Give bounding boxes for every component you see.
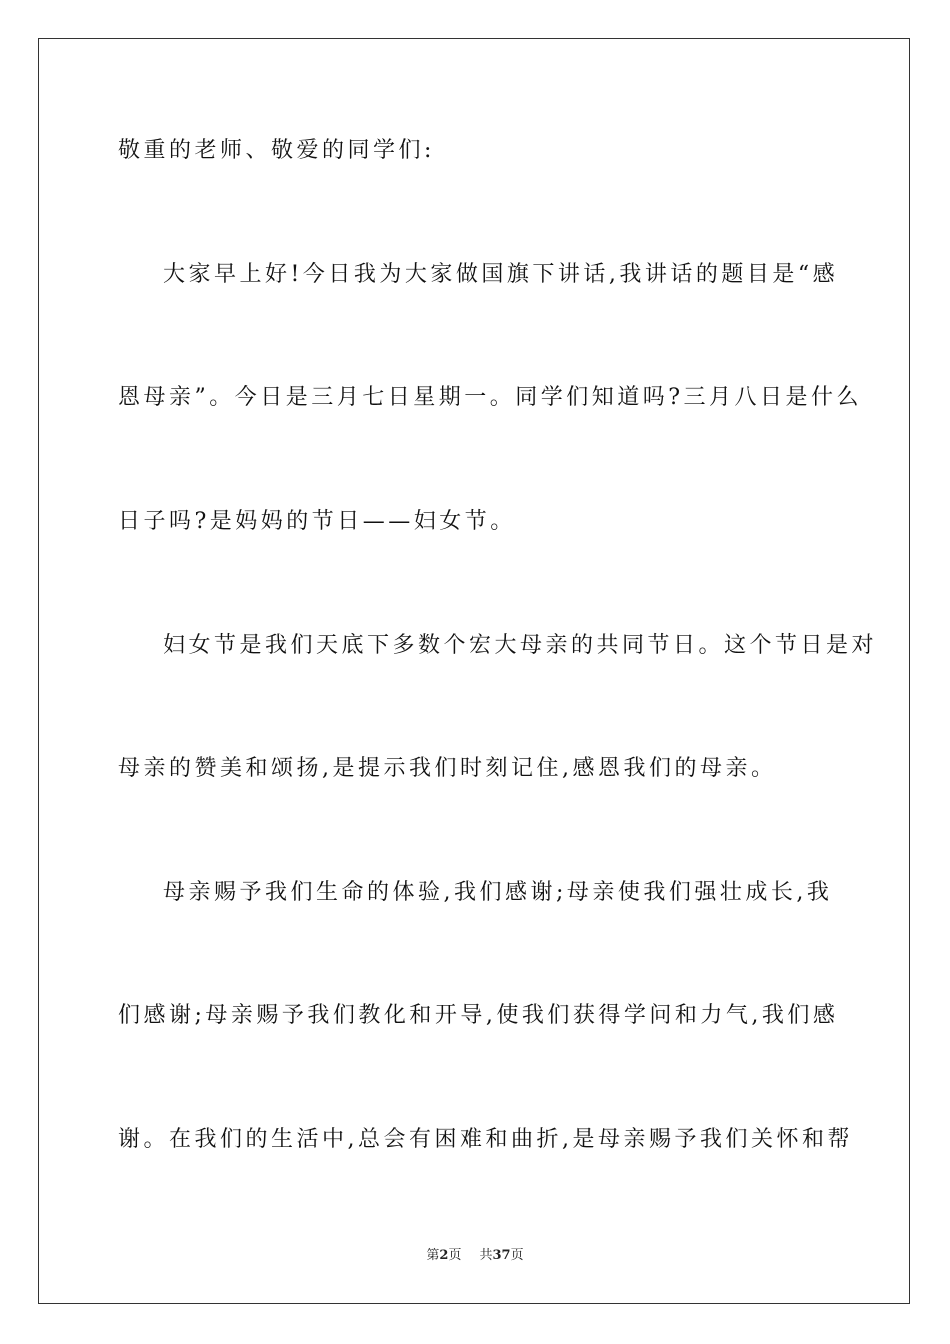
paragraph-3-line-2: 们感谢;母亲赐予我们教化和开导,使我们获得学问和力气,我们感: [118, 1003, 839, 1028]
page-suffix: 页: [448, 1248, 462, 1263]
paragraph-3-line-3: 谢。在我们的生活中,总会有困难和曲折,是母亲赐予我们关怀和帮: [118, 1127, 853, 1152]
page-number: 2: [439, 1248, 449, 1263]
total-pages: 37: [492, 1248, 511, 1263]
page-footer: [0, 1247, 950, 1265]
paragraph-2-line-2: 母亲的赞美和颂扬,是提示我们时刻记住,感恩我们的母亲。: [118, 756, 777, 781]
paragraph-1-line-2: 恩母亲”。今日是三月七日星期一。同学们知道吗?三月八日是什么: [118, 385, 863, 410]
salutation-line: 敬重的老师、敬爱的同学们:: [118, 138, 435, 163]
total-suffix: 页: [510, 1248, 524, 1263]
paragraph-2-line-1: 妇女节是我们天底下多数个宏大母亲的共同节日。这个节日是对: [163, 633, 878, 658]
paragraph-3-line-1: 母亲赐予我们生命的体验,我们感谢;母亲使我们强壮成长,我: [163, 880, 833, 905]
total-prefix: 共: [479, 1248, 493, 1263]
paragraph-1-line-3: 日子吗?是妈妈的节日——妇女节。: [118, 509, 516, 534]
paragraph-1-line-1: 大家早上好!今日我为大家做国旗下讲话,我讲话的题目是“感: [163, 262, 839, 287]
page-prefix: 第: [426, 1248, 440, 1263]
page-border: [38, 38, 910, 1304]
